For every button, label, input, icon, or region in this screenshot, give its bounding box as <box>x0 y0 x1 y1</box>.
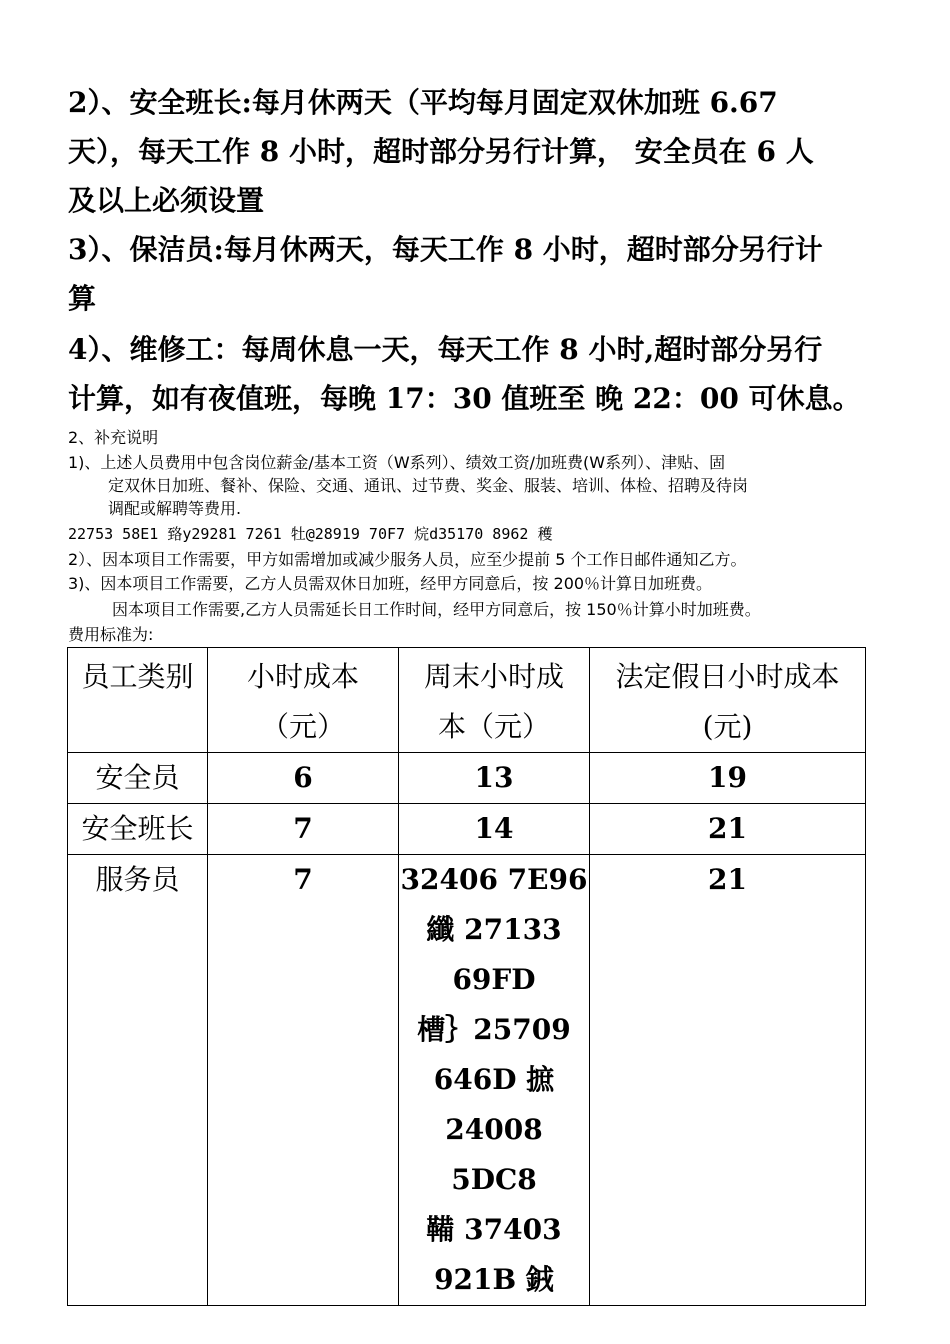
weekend-line: 鞴 37403 <box>426 1213 562 1246</box>
supplement-item-3b: 因本项目工作需要,乙方人员需延长日工作时间，经甲方同意后，按 150％计算小时加班费。 <box>112 600 761 619</box>
cost-table <box>67 647 866 1306</box>
row-weekend <box>399 855 590 1306</box>
paragraph-3-line: 3）、保洁员:每月休两天，每天工作 8 小时，超时部分另行计 <box>68 233 823 266</box>
paragraph-2-line: 天），每天工作 8 小时，超时部分另行计算， 安全员在 6 人 <box>68 135 814 168</box>
row-hourly: 7 <box>208 804 399 855</box>
paragraph-3 <box>68 225 888 323</box>
paragraph-4 <box>68 325 888 423</box>
table-header-row <box>68 648 866 753</box>
supplement-item-1-line: 1)、上述人员费用中包含岗位薪金/基本工资（W系列）、绩效工资/加班费(W系列）、津贴、固 <box>68 453 726 472</box>
header-hourly-line: 小时成本 <box>246 660 359 693</box>
weekend-line: 槽｝25709 <box>417 1013 571 1046</box>
header-weekend <box>399 648 590 753</box>
paragraph-2 <box>68 78 888 225</box>
paragraph-4-line: 计算，如有夜值班，每晚 17：30 值班至 晚 22：00 可休息。 <box>68 382 861 415</box>
row-holiday: 21 <box>590 804 866 855</box>
row-weekend: 13 <box>399 753 590 804</box>
header-category-text: 员工类别 <box>81 660 194 693</box>
table-row <box>68 753 866 804</box>
row-category: 安全班长 <box>68 804 208 855</box>
header-weekend-line: 周末小时成 <box>423 660 564 693</box>
weekend-line: 纖 27133 <box>426 913 562 946</box>
weekend-line: 24008 5DC8 <box>445 1113 543 1196</box>
header-hourly <box>208 648 399 753</box>
weekend-line: 921B 銊 <box>434 1263 554 1296</box>
row-category: 服务员 <box>68 855 208 1306</box>
paragraph-2-line: 2）、安全班长:每月休两天（平均每月固定双休加班 6.67 <box>68 86 778 119</box>
header-holiday <box>590 648 866 753</box>
header-holiday-line: 法定假日小时成本 <box>615 660 840 693</box>
header-holiday-line: (元) <box>702 710 753 743</box>
supplement-item-2: 2）、因本项目工作需要，甲方如需增加或减少服务人员，应至少提前 5 个工作日邮件通知乙方。 <box>68 550 747 569</box>
supplement-item-3: 3)、因本项目工作需要，乙方人员需双休日加班，经甲方同意后，按 200％计算日加班费。 <box>68 574 713 593</box>
row-category: 安全员 <box>68 753 208 804</box>
row-weekend: 14 <box>399 804 590 855</box>
fee-standard-label: 费用标准为: <box>68 625 154 644</box>
weekend-line: 69FD <box>452 963 536 996</box>
paragraph-3-line: 算 <box>68 282 97 315</box>
table-row <box>68 855 866 1306</box>
row-holiday: 21 <box>590 855 866 1306</box>
row-hourly: 7 <box>208 855 399 1306</box>
weekend-line: 32406 7E96 <box>400 863 588 896</box>
paragraph-4-line: 4）、维修工：每周休息一天，每天工作 8 小时,超时部分另行 <box>68 333 823 366</box>
header-hourly-line: （元） <box>260 710 345 743</box>
row-hourly: 6 <box>208 753 399 804</box>
header-weekend-line: 本（元） <box>437 710 550 743</box>
weekend-line: 646D 摭 <box>433 1063 555 1096</box>
table-row <box>68 804 866 855</box>
garbled-line: 22753 58E1 臵y29281 7261 牡@28919 70F7 烷d35170 8962 穫 <box>68 525 553 543</box>
paragraph-2-line: 及以上必须设置 <box>68 184 265 217</box>
header-category <box>68 648 208 753</box>
row-holiday: 19 <box>590 753 866 804</box>
supplement-item-1-line: 调配或解聘等费用. <box>108 499 242 518</box>
supplement-heading: 2、补充说明 <box>68 428 159 447</box>
supplement-item-1-line: 定双休日加班、餐补、保险、交通、通讯、过节费、奖金、服装、培训、体检、招聘及待岗 <box>108 476 749 495</box>
